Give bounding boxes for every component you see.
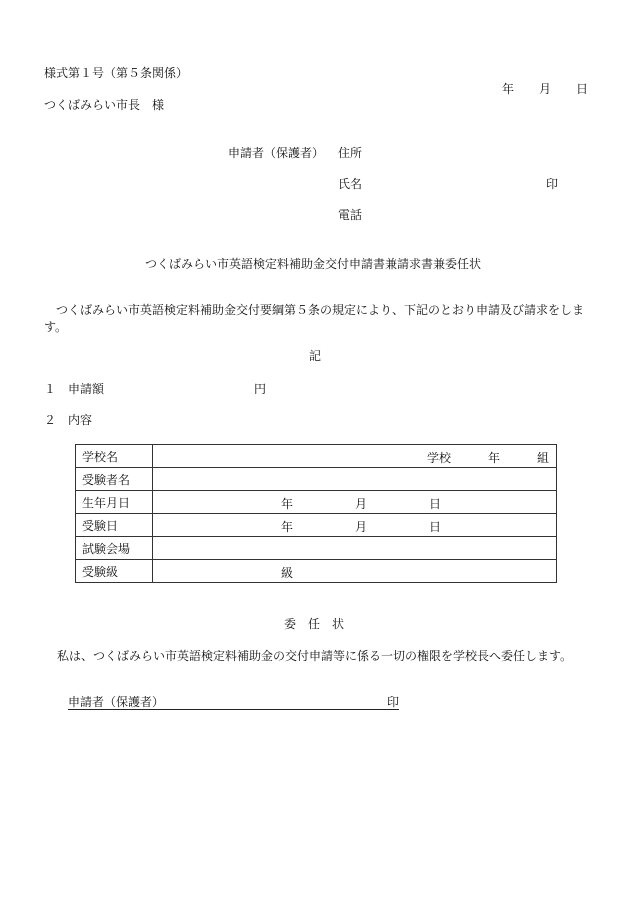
item1-label: 申請額: [68, 382, 105, 396]
birth-field[interactable]: [153, 491, 557, 514]
table-row: [76, 560, 557, 583]
school-field[interactable]: [153, 445, 557, 468]
signer-seal: 印: [387, 695, 400, 709]
birth-year: 年: [281, 497, 294, 511]
exam-year: 年: [281, 520, 294, 534]
exam-date-field[interactable]: [153, 514, 557, 537]
birth-month: 月: [355, 497, 368, 511]
applicant-seal: 印: [546, 177, 559, 191]
table-row: [76, 468, 557, 491]
level-label: 受験級: [76, 560, 153, 583]
exam-month: 月: [355, 520, 368, 534]
delegation-text: 私は、つくばみらい市英語検定料補助金の交付申請等に係る一切の権限を学校長へ委任します。: [57, 649, 573, 663]
document-title: つくばみらい市英語検定料補助金交付申請書兼請求書兼委任状: [145, 257, 482, 271]
intro-paragraph: つくばみらい市英語検定料補助金交付要綱第５条の規定により、下記のとおり申請及び請求をします。: [44, 303, 585, 334]
table-row: [76, 537, 557, 560]
exam-day: 日: [429, 520, 442, 534]
table-row: [76, 514, 557, 537]
name-label: 氏名: [338, 177, 363, 191]
phone-label: 電話: [338, 208, 363, 222]
item2-number: ２: [44, 413, 57, 427]
item1-unit: 円: [254, 382, 267, 396]
grade-suffix: 年: [488, 451, 501, 465]
ki-heading: 記: [309, 349, 322, 363]
birth-label: 生年月日: [76, 491, 153, 514]
venue-label: 試験会場: [76, 537, 153, 560]
date-year: 年: [502, 82, 515, 96]
examinee-field[interactable]: [153, 468, 557, 491]
signer-label: 申請者（保護者）: [68, 695, 165, 709]
item2-label: 内容: [68, 413, 93, 427]
address-label: 住所: [338, 146, 363, 160]
level-suffix: 級: [281, 566, 294, 580]
delegation-heading: 委 任 状: [284, 617, 345, 631]
table-row: [76, 491, 557, 514]
exam-date-label: 受験日: [76, 514, 153, 537]
level-field[interactable]: [153, 560, 557, 583]
school-label: 学校名: [76, 445, 153, 468]
applicant-label: 申請者（保護者）: [228, 146, 325, 160]
content-table: [75, 444, 557, 583]
date-day: 日: [576, 82, 589, 96]
date-month: 月: [539, 82, 552, 96]
venue-field[interactable]: [153, 537, 557, 560]
class-suffix: 組: [537, 451, 550, 465]
table-row: [76, 445, 557, 468]
school-suffix: 学校: [427, 451, 452, 465]
form-number: 様式第１号（第５条関係）: [44, 66, 189, 80]
signature-line[interactable]: [68, 709, 399, 710]
item1-number: １: [44, 382, 57, 396]
addressee: つくばみらい市長 様: [44, 98, 165, 112]
examinee-label: 受験者名: [76, 468, 153, 491]
birth-day: 日: [429, 497, 442, 511]
